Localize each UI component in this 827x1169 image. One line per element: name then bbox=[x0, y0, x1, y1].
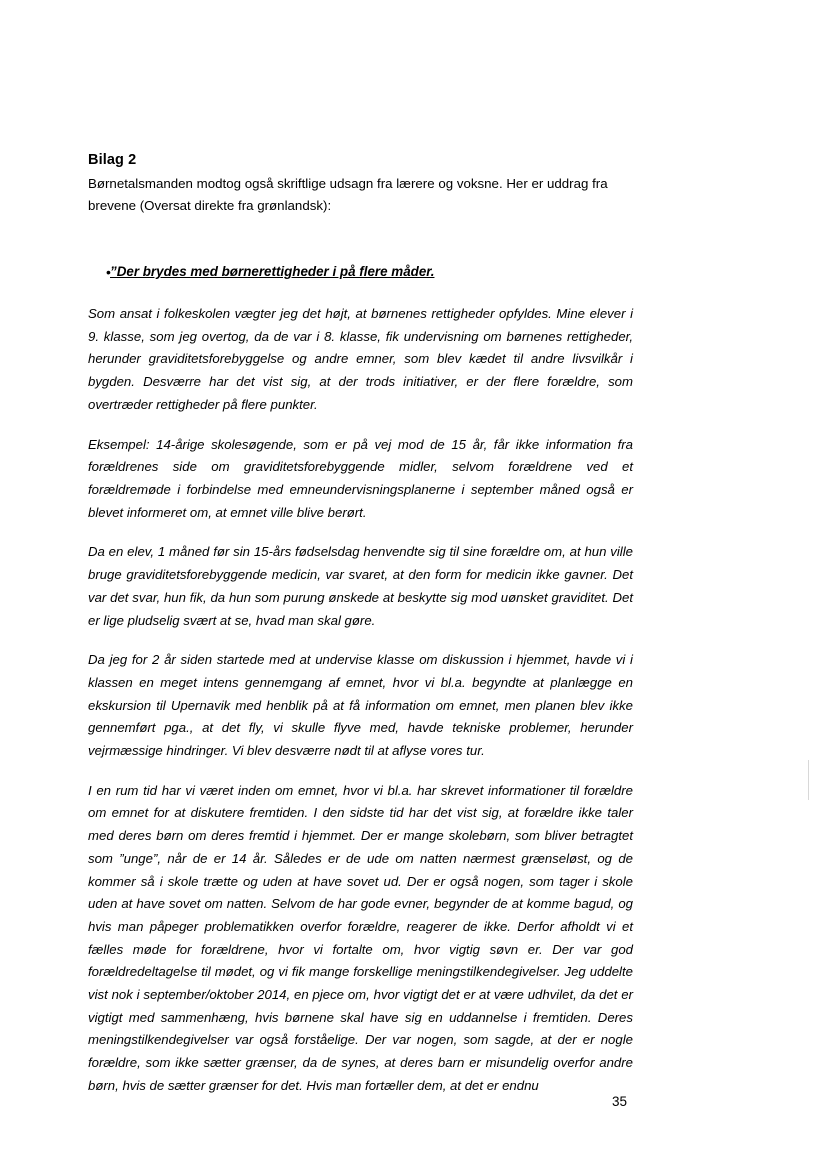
body-paragraphs bbox=[88, 303, 633, 1098]
body-paragraph: Eksempel: 14-årige skolesøgende, som er på vej mod de 15 år, får ikke information fra forældrenes side om graviditetsforebyggende midler, selvom forældrene ved et forældremøde i forbindelse med emneundervisningsplanerne i september måned også er blevet informeret om, at emnet ville blive berørt. bbox=[88, 436, 633, 520]
page-number: 35 bbox=[612, 1094, 628, 1109]
bullet-marker-icon: • bbox=[106, 264, 111, 281]
body-paragraph: Da jeg for 2 år siden startede med at undervise klasse om diskussion i hjemmet, havde vi i klassen en meget intens gennemgang af emnet, hvor vi bl.a. begyndte at planlægge en ekskursion til Upernavik med henblik på at få information om emnet, men planen blev ikke gennemført pga., at det fly, vi skulle flyve med, havde tekniske problemer, herunder vejrmæssige hindringer. Vi blev desværre nødt til at aflyse vores tur. bbox=[88, 652, 633, 759]
body-paragraph: I en rum tid har vi været inden om emnet, hvor vi bl.a. har skrevet informationer til forældre om emnet for at diskutere fremtiden. I den sidste tid har det vist sig, at forældre ikke taler med deres børn om deres fremtid i hjemmet. Der er mange skolebørn, som bliver betragtet som ”unge”, når de er 14 år. Således er de ude om natten nærmest grænseløst, og de kommer så i skole trætte og uden at have sovet ud. Der er også nogen, som tager i skole uden at have sovet om natten. Selvom de har gode evner, begynder de at komme bagud, og hvis man påpeger problematikken overfor forældre, reagerer de ikke. Derfor afholdt vi et fælles møde for forældrene, hvor vi fortalte om, hvor vigtig søvn er. Der var god forældredeltagelse til mødet, og vi fik mange forskellige meningstilkendegivelser. Jeg uddelte vist nok i september/oktober 2014, en pjece om, hvor vigtigt det er at være udhvilet, da det er vigtigt med sammenhæng, hvis børnene skal have sig en uddannelse i fremtiden. Deres meningstilkendegivelser var også forståelige. Der var nogen, som sagde, at der er nogle forældre, som ikke sætter grænser, da de synes, at deres barn er misundelig overfor andre børn, hvis de sætter grænser for det. Hvis man fortæller dem, at det er endnu bbox=[88, 782, 633, 1093]
body-paragraph: Da en elev, 1 måned før sin 15-års fødselsdag henvendte sig til sine forældre om, at hun ville bruge graviditetsforebyggende medicin, var svaret, at den form for medicin ikke gavner. Det var det svar, hun fik, da hun som purung ønskede at beskytte sig mod uønsket graviditet. Det er lige pludselig svært at se, hvad man skal gøre. bbox=[88, 544, 633, 628]
bullet-item-label: ”Der brydes med børnerettigheder i på flere måder. bbox=[110, 264, 435, 280]
body-paragraph: Som ansat i folkeskolen vægter jeg det højt, at børnenes rettigheder opfyldes. Mine elever i 9. klasse, som jeg overtog, da de var i 8. klasse, fik undervisning om børnenes rettigheder, herunder graviditetsforebyggelse og andre emner, som blev kædet til andre livsvilkår i bygden. Desværre har det vist sig, at der trods initiativer, er der flere forældre, som overtræder rettigheder på flere punkter. bbox=[88, 306, 633, 412]
document-content bbox=[88, 150, 633, 1098]
intro-paragraph: Børnetalsmanden modtog også skriftlige udsagn fra lærere og voksne. Her er uddrag fra brevene (Oversat direkte fra grønlandsk): bbox=[88, 176, 608, 213]
page-title: Bilag 2 bbox=[88, 152, 137, 168]
page-edge-artifact bbox=[808, 760, 809, 800]
bullet-item bbox=[88, 262, 633, 283]
